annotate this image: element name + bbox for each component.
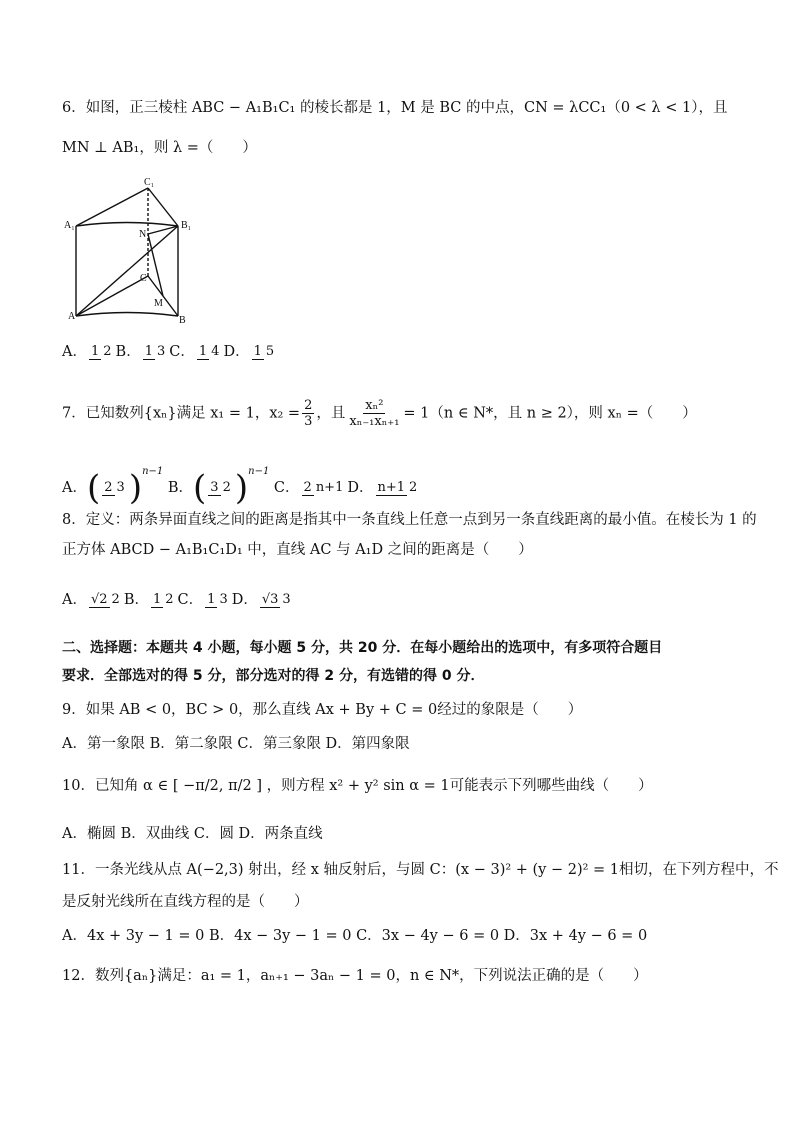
label-b1: B₁ [181, 220, 192, 231]
q7-option-b-frac: 3 2 [210, 480, 231, 495]
q8-stem-line2: 正方体 ABCD − A₁B₁C₁D₁ 中，直线 AC 与 A₁D 之间的距离是（ ） [62, 542, 533, 558]
q6-option-c-frac: 1 4 [198, 344, 220, 359]
edge-c1b1 [148, 188, 178, 226]
edge-ab [76, 313, 178, 317]
q7-stem [62, 398, 697, 429]
q6-options [62, 342, 278, 362]
q7-option-c-label: C． [273, 480, 300, 496]
q7-options: A．( 2 3 )n−1 B．( 3 2 )n−1 C． 2 n+1 D． n+1 2 [62, 462, 421, 505]
q6-option-a-label: A． [62, 344, 87, 360]
label-a: A [68, 311, 76, 322]
edge-a1c1 [76, 188, 148, 226]
q8-stem-line1: 8．定义：两条异面直线之间的距离是指其中一条直线上任意一点到另一条直线距离的最小值。在棱长为 1 的 [62, 512, 757, 528]
q6-option-c-label: C． [169, 344, 195, 360]
prism-figure [62, 176, 202, 326]
q6-option-b-label: B． [115, 344, 141, 360]
q6-option-d-label: D． [223, 344, 250, 360]
q10-options: A．椭圆 B．双曲线 C．圆 D．两条直线 [62, 826, 323, 842]
q8-option-b-label: B． [123, 592, 149, 608]
q11-options: A．4x + 3y − 1 = 0 B．4x − 3y − 1 = 0 C．3x − 4y − 6 = 0 D．3x + 4y − 6 = 0 [62, 928, 648, 944]
q7-stem-post: = 1（n ∈ N*，且 n ≥ 2），则 xₙ =（ ） [403, 405, 697, 422]
q6-stem-line2: MN ⊥ AB₁，则 λ =（ ） [62, 140, 257, 156]
q11-stem-line2: 是反射光线所在直线方程的是（ ） [62, 894, 309, 910]
q7-option-a-exp: n−1 [142, 466, 164, 477]
q7-option-c-frac: 2 n+1 [303, 480, 344, 495]
q8-option-c-label: C． [177, 592, 204, 608]
label-c: C [140, 273, 147, 284]
q7-stem-mid: ，且 [316, 405, 346, 422]
label-a1: A₁ [64, 220, 75, 231]
label-b: B [179, 315, 186, 326]
q7-option-d-frac: n+1 2 [377, 480, 418, 495]
edge-ac [76, 276, 148, 316]
q11-stem-line1: 11．一条光线从点 A(−2,3) 射出，经 x 轴反射后，与圆 C：(x − 3)² + (y − 2)² = 1相切，在下列方程中，不 [62, 862, 779, 878]
q8-option-d-label: D． [231, 592, 258, 608]
q7-recurrence-frac: $\frac{\text{xₙ²}}{\text{xₙ₋₁xₙ₊₁}}$ [349, 398, 400, 429]
label-c1: C₁ [144, 177, 155, 188]
q7-option-a-frac: 2 3 [104, 480, 125, 495]
q8-option-b-frac: 1 2 [152, 592, 174, 607]
label-m: M [154, 298, 163, 309]
q7-stem-pre: 7．已知数列{xₙ}满足 x₁ = 1，x₂ = [62, 405, 301, 422]
q12-stem: 12．数列{aₙ}满足：a₁ = 1，aₙ₊₁ − 3aₙ − 1 = 0，n ∈ N*，下列说法正确的是（ ） [62, 968, 648, 984]
q10-stem-post: ，则方程 x² + y² sin α = 1可能表示下列哪些曲线（ ） [266, 778, 653, 794]
q9-options: A．第一象限 B．第二象限 C．第三象限 D．第四象限 [62, 736, 410, 752]
section2-heading-line2: 要求．全部选对的得 5 分，部分选对的得 2 分，有选错的得 0 分． [62, 668, 485, 684]
q8-option-d-frac: √3 3 [261, 592, 291, 607]
section2-heading-line1: 二、选择题：本题共 4 小题，每小题 5 分，共 20 分．在每小题给出的选项中，有多项符合题目 [62, 640, 663, 656]
q7-option-a-label: A． [62, 480, 87, 496]
q6-stem-line1: 6．如图，正三棱柱 ABC − A₁B₁C₁ 的棱长都是 1，M 是 BC 的中点，CN = λCC₁（0 < λ < 1），且 [62, 100, 728, 116]
q8-option-a-label: A． [62, 592, 87, 608]
q6-option-d-frac: 1 5 [253, 344, 275, 359]
q10-stem-pre: 10．已知角 α ∈ [62, 778, 169, 794]
edge-a1b1 [76, 223, 178, 227]
q6-option-b-frac: 1 3 [144, 344, 166, 359]
q7-x2-frac: $\frac{2}{3}$ [304, 398, 313, 429]
q8-option-c-frac: 1 3 [207, 592, 228, 607]
q10-interval: [ −π/2, π/2 ] [172, 778, 262, 794]
q6-option-a-frac: 1 2 [90, 344, 112, 359]
label-n: N [139, 229, 147, 240]
q9-stem: 9．如果 AB < 0，BC > 0，那么直线 Ax + By + C = 0经过的象限是（ ） [62, 702, 583, 718]
q7-option-d-label: D． [347, 480, 374, 496]
q7-option-b-exp: n−1 [248, 466, 270, 477]
q7-option-b-label: B． [167, 480, 194, 496]
q8-option-a-frac: √2 2 [90, 592, 120, 607]
q8-options [62, 590, 295, 610]
q10-stem [62, 776, 653, 796]
